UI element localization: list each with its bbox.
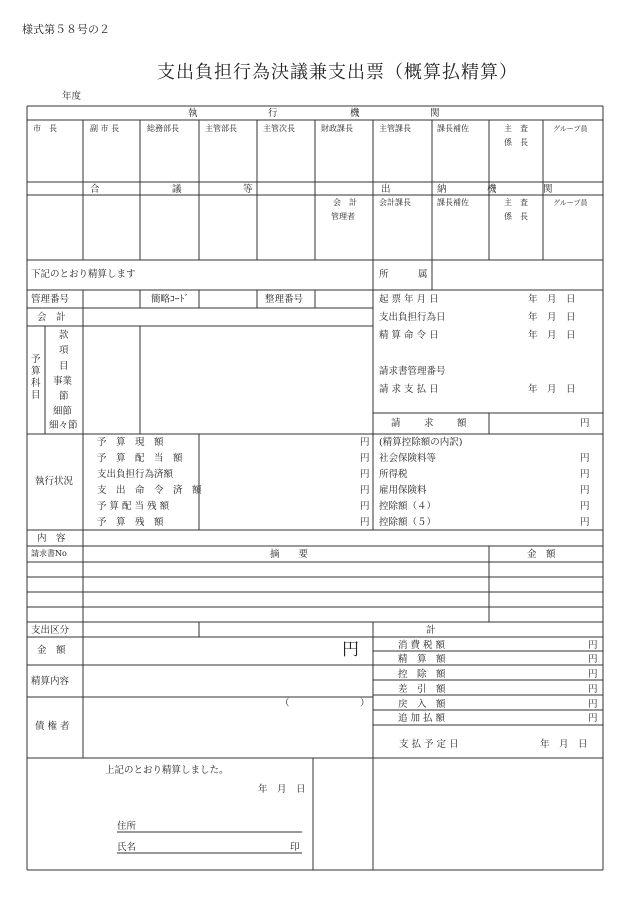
- commitment-date-value: 年 月 日: [528, 312, 576, 323]
- kingaku-label: 金 額: [37, 645, 66, 656]
- summary-additional-payment: 追 加 払 額: [398, 713, 446, 724]
- deduction-social-insurance: 社会保険料等: [379, 453, 437, 464]
- invoice-amount-char-3: 額: [457, 418, 467, 429]
- disb-org-char-4: 関: [543, 184, 553, 195]
- invoice-payment-value: 年 月 日: [528, 384, 576, 395]
- col-finance-chief: 財政課長: [321, 124, 353, 133]
- deduction-yen-1: 円: [580, 453, 590, 464]
- invoice-no-header: 請求書No: [31, 549, 67, 558]
- summary-deduction: 控 除 額: [398, 669, 446, 680]
- settlement-order-date-value: 年 月 日: [528, 330, 576, 341]
- col-dept-director: 主管部長: [205, 124, 237, 133]
- budget-item-jigyou: 事業: [53, 376, 73, 387]
- creditor-paren-close: ）: [360, 698, 370, 709]
- status-yen-1: 円: [360, 437, 370, 448]
- status-commitment-done: 支出負担行為済額: [97, 469, 174, 480]
- affiliation-char-2: 属: [418, 269, 428, 280]
- page-title: 支出負担行為決議兼支出票（概算払精算）: [157, 62, 518, 83]
- deduction-employment-insurance: 雇用保険料: [379, 485, 427, 496]
- status-budget-current: 予 算 現 額: [97, 437, 164, 448]
- seal-label: 印: [290, 842, 300, 853]
- col-disb-subsection-chief: 係 長: [504, 212, 528, 221]
- deduction-income-tax: 所得税: [379, 469, 408, 480]
- invoice-amount-char-1: 請: [391, 418, 401, 429]
- settlement-content-label: 精算内容: [31, 676, 70, 687]
- deduction-yen-5: 円: [580, 517, 590, 528]
- draft-date-label: 起 票 年 月 日: [379, 294, 439, 305]
- budget-item-saisaisetsu: 細々節: [49, 420, 78, 431]
- deduction-yen-4: 円: [580, 501, 590, 512]
- intro-text: 下記のとおり精算します: [31, 269, 136, 280]
- exec-org-char-4: 関: [430, 108, 440, 119]
- budget-subject-char-4: 目: [31, 390, 41, 401]
- draft-date-value: 年 月 日: [528, 294, 576, 305]
- council-char-2: 議: [172, 184, 182, 195]
- col-chief-examiner: 主 査: [504, 124, 528, 133]
- invoice-payment-label: 請 求 支 払 日: [379, 384, 439, 395]
- arrangement-no-label: 整理番号: [265, 294, 304, 305]
- amount-header: 金 額: [527, 549, 556, 560]
- deduction-5: 控除額（５）: [379, 517, 437, 528]
- status-budget-remaining: 予 算 残 額: [97, 517, 164, 528]
- col-section-chief: 主管課長: [379, 124, 411, 133]
- budget-item-moku: 目: [59, 361, 69, 372]
- deduction-yen-2: 円: [580, 469, 590, 480]
- col-assistant-chief: 課長補佐: [437, 124, 469, 133]
- col-group-member: グループ員: [553, 125, 588, 133]
- council-char-1: 合: [90, 184, 100, 195]
- summary-yen-6: 円: [588, 713, 598, 724]
- invoice-amount-yen: 円: [580, 418, 590, 429]
- fiscal-year-label: 年度: [62, 91, 82, 102]
- summary-header: 摘 要: [270, 549, 309, 560]
- summary-difference: 差 引 額: [398, 684, 446, 695]
- invoice-amount-char-2: 求: [424, 418, 434, 429]
- settlement-order-date-label: 精 算 命 令 日: [379, 330, 439, 341]
- management-no-label: 管理番号: [31, 294, 70, 305]
- exec-org-char-3: 機: [350, 108, 360, 119]
- status-yen-6: 円: [360, 517, 370, 528]
- budget-item-setsu: 節: [59, 391, 69, 402]
- name-label: 氏名: [117, 842, 137, 853]
- accounting-manager-line1: 会 計: [333, 198, 357, 207]
- status-budget-allocated: 予 算 配 当 額: [97, 453, 183, 464]
- settled-date: 年 月 日: [258, 784, 306, 795]
- summary-yen-5: 円: [588, 699, 598, 710]
- kingaku-yen: 円: [342, 640, 359, 660]
- col-general-affairs-director: 総務部長: [147, 124, 179, 133]
- budget-item-saisetsu: 細節: [53, 406, 73, 417]
- invoice-mgmt-label: 請求書管理番号: [379, 366, 446, 377]
- col-subsection-chief: 係 長: [504, 138, 528, 147]
- budget-subject-char-1: 予: [31, 354, 41, 365]
- status-yen-2: 円: [360, 453, 370, 464]
- execution-status-label: 執行状況: [35, 476, 74, 487]
- accounting-manager-line2: 管理者: [331, 212, 355, 221]
- col-deputy-director: 主管次長: [263, 124, 295, 133]
- status-yen-4: 円: [360, 485, 370, 496]
- summary-refund: 戻 入 額: [398, 699, 446, 710]
- col-disb-group-member: グループ員: [553, 199, 588, 207]
- exec-org-char-1: 執: [188, 108, 198, 119]
- summary-yen-3: 円: [588, 669, 598, 680]
- status-yen-3: 円: [360, 469, 370, 480]
- deduction-yen-3: 円: [580, 485, 590, 496]
- summary-yen-2: 円: [588, 654, 598, 665]
- commitment-date-label: 支出負担行為日: [379, 312, 446, 323]
- col-accounting-chief: 会計課長: [379, 198, 411, 207]
- budget-item-kou: 項: [59, 345, 69, 356]
- settled-text: 上記のとおり精算しました。: [105, 765, 229, 776]
- creditor-label: 債 権 者: [35, 721, 70, 732]
- budget-subject-char-2: 算: [31, 366, 41, 377]
- budget-item-kan: 款: [59, 330, 69, 341]
- col-mayor: 市 長: [33, 124, 57, 133]
- disb-org-char-3: 機: [487, 184, 497, 195]
- summary-yen-4: 円: [588, 684, 598, 695]
- accounting-label: 会 計: [37, 312, 66, 323]
- deduction-breakdown-label: (精算控除額の内訳): [379, 437, 463, 448]
- affiliation-char-1: 所: [379, 269, 389, 280]
- disb-org-char-1: 出: [381, 184, 391, 195]
- content-label: 内 容: [37, 533, 66, 544]
- council-char-3: 等: [243, 184, 253, 195]
- creditor-paren-open: （: [280, 698, 290, 709]
- form-number: 様式第５８号の２: [22, 23, 110, 36]
- disb-org-char-2: 納: [437, 184, 447, 195]
- abbrev-code-label: 簡略ｺｰﾄﾞ: [151, 294, 190, 305]
- total-label: 計: [426, 625, 436, 636]
- address-label: 住所: [117, 821, 137, 832]
- summary-consumption-tax: 消 費 税 額: [398, 640, 446, 651]
- status-yen-5: 円: [360, 501, 370, 512]
- deduction-4: 控除額（４）: [379, 501, 437, 512]
- scheduled-payment-label: 支 払 予 定 日: [399, 739, 459, 750]
- col-deputy-mayor: 副 市 長: [90, 124, 120, 133]
- col-disb-chief-examiner: 主 査: [504, 198, 528, 207]
- scheduled-payment-value: 年 月 日: [540, 739, 588, 750]
- status-allocation-remaining: 予 算 配 当 残 額: [97, 501, 170, 512]
- summary-settlement: 精 算 額: [398, 654, 446, 665]
- payment-category-label: 支出区分: [31, 625, 70, 636]
- budget-subject-char-3: 科: [31, 378, 41, 389]
- col-disb-assistant-chief: 課長補佐: [437, 198, 469, 207]
- summary-yen-1: 円: [588, 640, 598, 651]
- status-order-done: 支 出 命 令 済 額: [97, 485, 202, 496]
- exec-org-char-2: 行: [268, 108, 278, 119]
